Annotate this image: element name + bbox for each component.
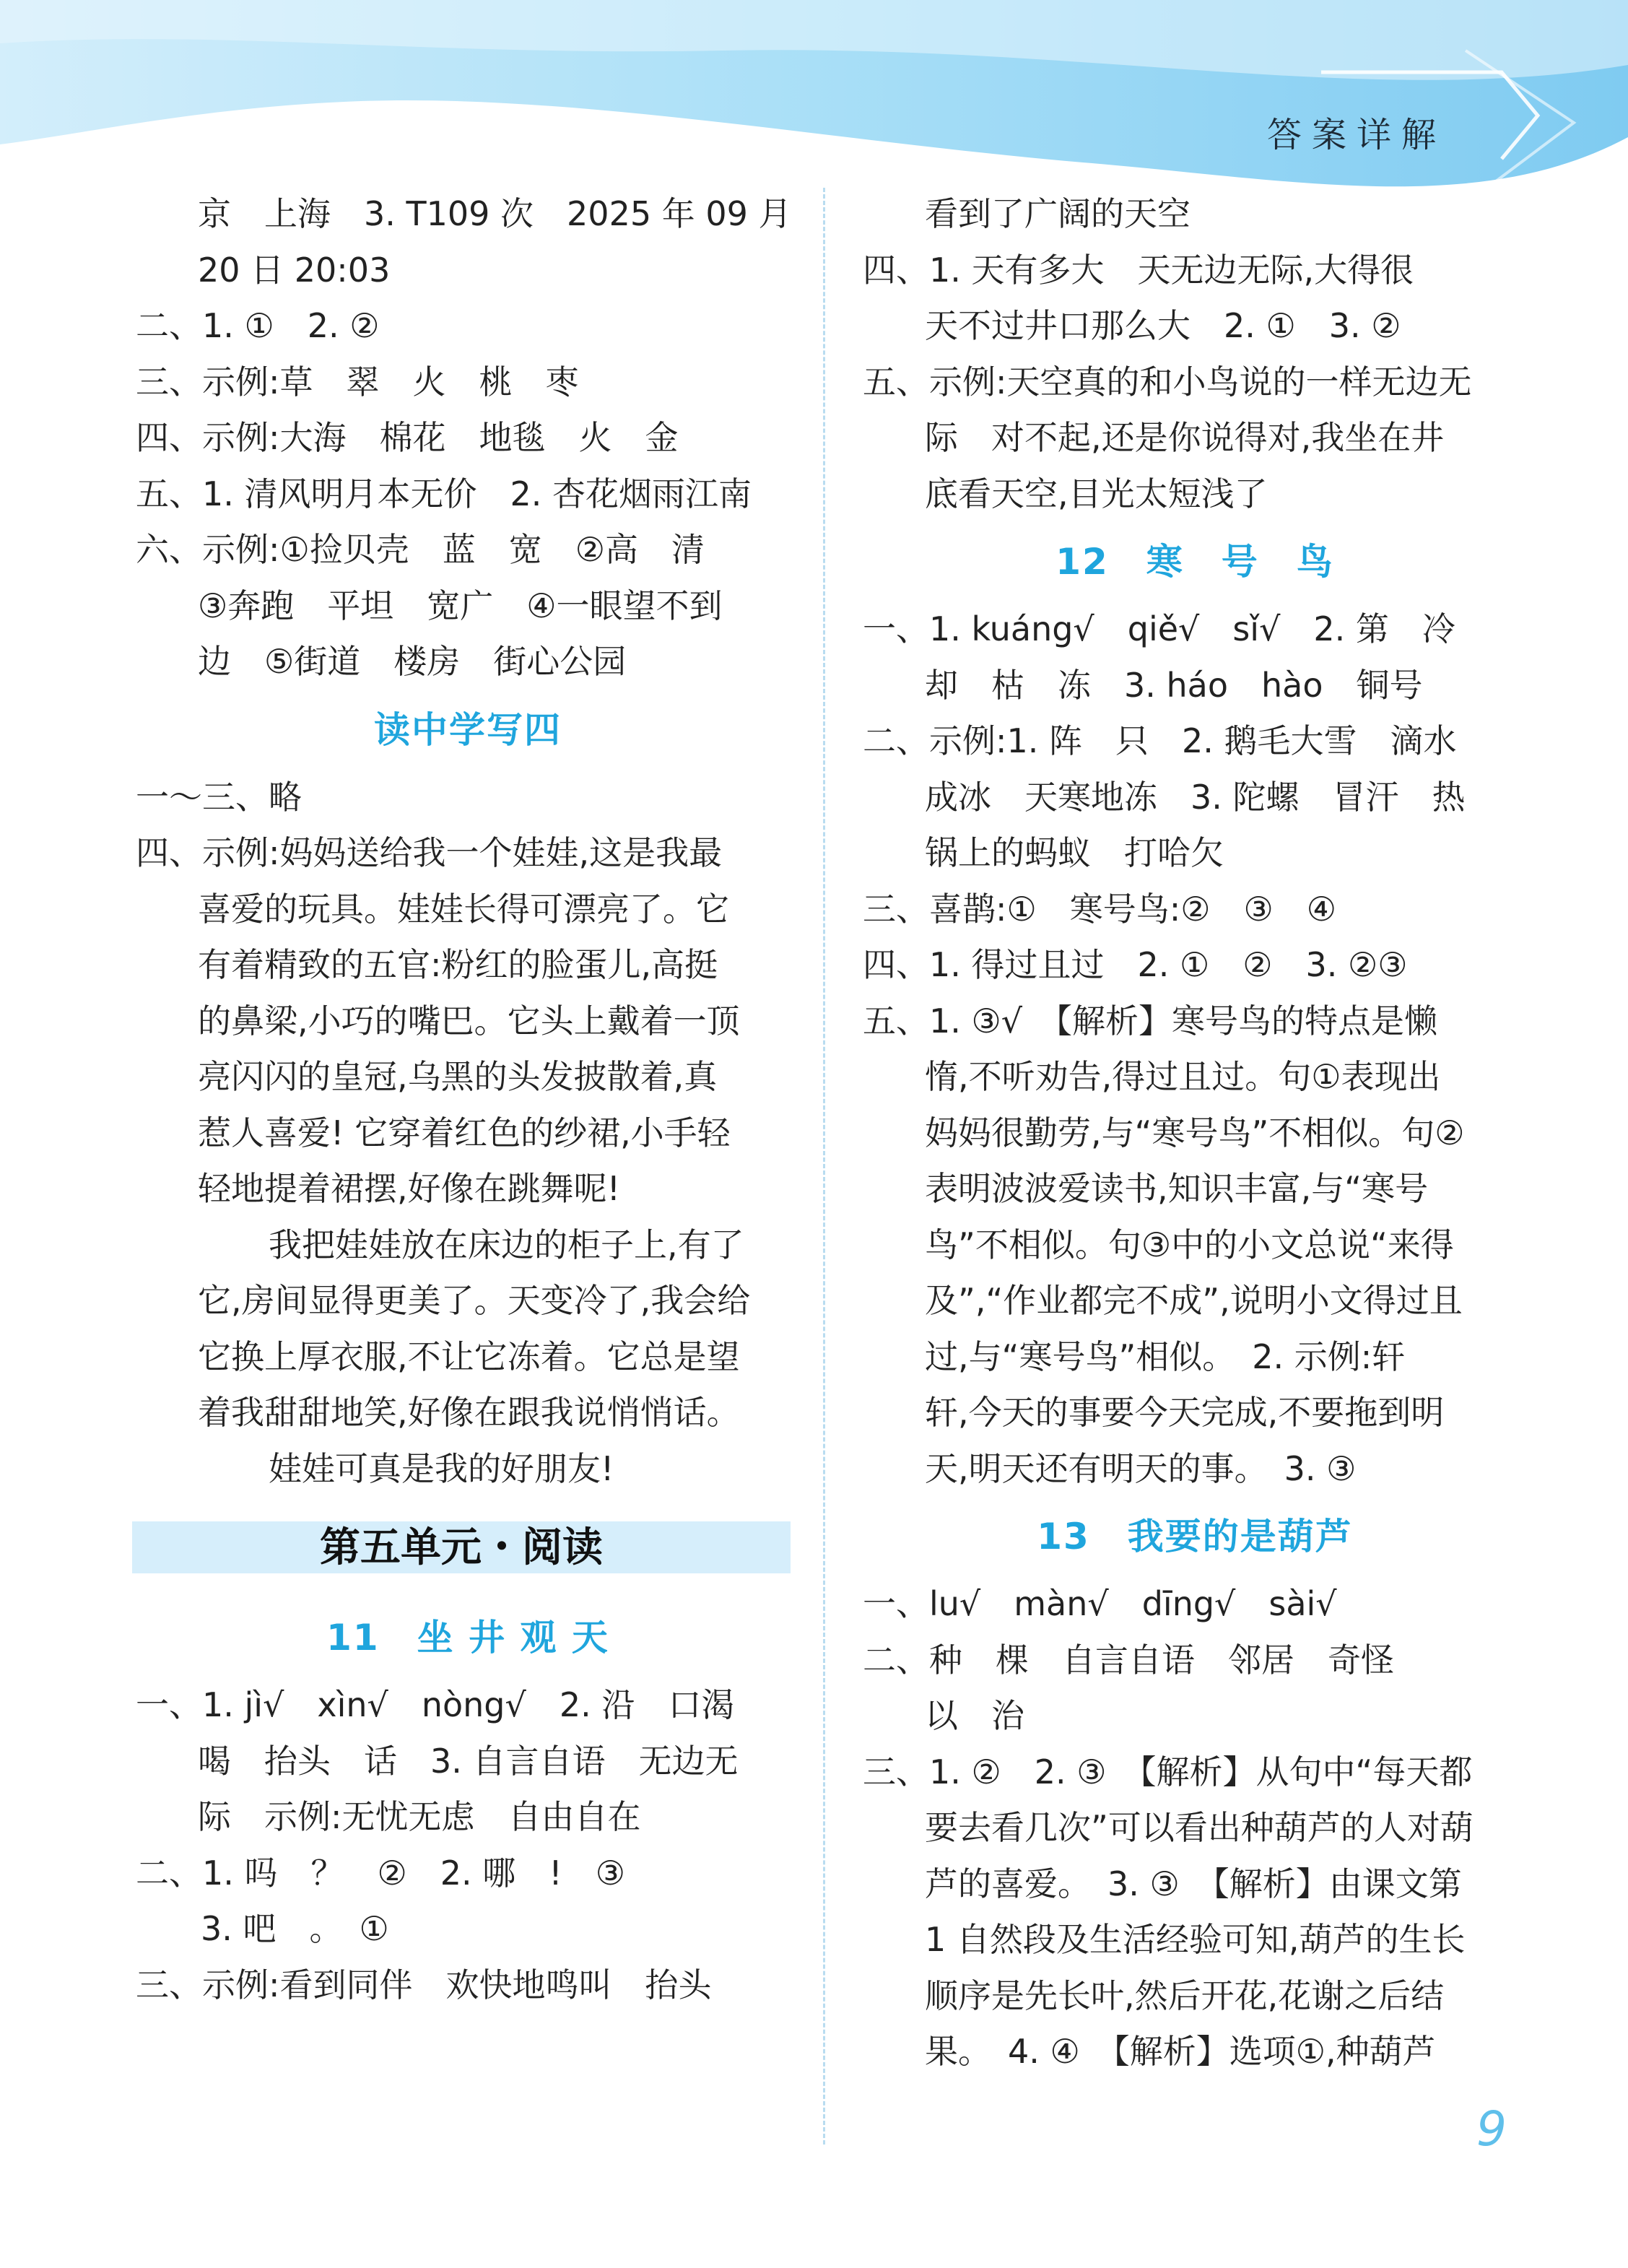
text-line: 一、1. kuáng√ qiě√ sǐ√ 2. 第 冷 bbox=[863, 609, 1455, 648]
text-line: 亮闪闪的皇冠,乌黑的头发披散着,真 bbox=[198, 1057, 718, 1096]
text-line: 过,与“寒号鸟”相似。 2. 示例:轩 bbox=[925, 1337, 1406, 1376]
lesson-heading: 12 寒 号 鸟 bbox=[1055, 541, 1334, 583]
text-line: 底看天空,目光太短浅了 bbox=[925, 474, 1268, 513]
text-line: 二、种 棵 自言自语 邻居 奇怪 bbox=[863, 1640, 1394, 1680]
text-line: 轻地提着裙摆,好像在跳舞呢! bbox=[198, 1169, 621, 1208]
text-line: 3. 吧 。 ① bbox=[201, 1909, 389, 1948]
text-line: 天,明天还有明天的事。 3. ③ bbox=[925, 1448, 1357, 1488]
text-line: 二、1. ① 2. ② bbox=[136, 306, 380, 345]
text-line: 三、1. ② 2. ③ 【解析】从句中“每天都 bbox=[863, 1752, 1473, 1791]
text-line: 二、示例:1. 阵 只 2. 鹅毛大雪 滴水 bbox=[863, 721, 1457, 760]
text-line: 一、1. jì√ xìn√ nòng√ 2. 沿 口渴 bbox=[136, 1685, 735, 1724]
text-line: 四、示例:妈妈送给我一个娃娃,这是我最 bbox=[136, 833, 723, 872]
text-line: 的鼻梁,小巧的嘴巴。它头上戴着一顶 bbox=[198, 1001, 740, 1040]
text-line: 它换上厚衣服,不让它冻着。它总是望 bbox=[198, 1337, 740, 1376]
column-divider bbox=[823, 188, 825, 2145]
lesson-heading: 11 坐 井 观 天 bbox=[326, 1617, 609, 1659]
left-column bbox=[136, 186, 800, 2013]
text-line: 及”,“作业都完不成”,说明小文得过且 bbox=[925, 1281, 1463, 1320]
text-line: 看到了广阔的天空 bbox=[925, 194, 1190, 233]
text-line: 五、1. ③√ 【解析】寒号鸟的特点是懒 bbox=[863, 1001, 1438, 1040]
text-line: 五、示例:天空真的和小鸟说的一样无边无 bbox=[863, 362, 1472, 401]
lesson-heading: 13 我要的是葫芦 bbox=[1037, 1516, 1353, 1557]
text-line: 表明波波爱读书,知识丰富,与“寒号 bbox=[925, 1169, 1429, 1208]
text-line: 成冰 天寒地冻 3. 陀螺 冒汗 热 bbox=[925, 777, 1466, 817]
text-line: 芦的喜爱。 3. ③ 【解析】由课文第 bbox=[925, 1864, 1462, 1903]
text-line: 轩,今天的事要今天完成,不要拖到明 bbox=[925, 1393, 1445, 1432]
text-line: 一、lu√ màn√ dīng√ sài√ bbox=[863, 1584, 1337, 1623]
text-line: 我把娃娃放在床边的柜子上,有了 bbox=[269, 1225, 744, 1264]
header-title: 答案详解 bbox=[1267, 115, 1447, 155]
text-line: 有着精致的五官:粉红的脸蛋儿,高挺 bbox=[198, 945, 718, 984]
text-line: 五、1. 清风明月本无价 2. 杏花烟雨江南 bbox=[136, 474, 752, 513]
text-line: 际 示例:无忧无虑 自由自在 bbox=[198, 1797, 641, 1836]
text-line: 三、示例:草 翠 火 桃 枣 bbox=[136, 362, 579, 401]
text-line: 顺序是先长叶,然后开花,花谢之后结 bbox=[925, 1976, 1445, 2015]
text-line: 惰,不听劝告,得过且过。句①表现出 bbox=[925, 1057, 1441, 1096]
text-line: 惹人喜爱! 它穿着红色的纱裙,小手轻 bbox=[198, 1113, 731, 1152]
text-line: 四、示例:大海 棉花 地毯 火 金 bbox=[136, 418, 679, 457]
header-wave-banner bbox=[0, 0, 1628, 209]
text-line: ③奔跑 平坦 宽广 ④一眼望不到 bbox=[198, 586, 723, 625]
text-line: 京 上海 3. T109 次 2025 年 09 月 bbox=[198, 194, 792, 233]
text-line: 果。 4. ④ 【解析】选项①,种葫芦 bbox=[925, 2032, 1436, 2071]
text-line: 二、1. 吗 ？ ② 2. 哪 ! ③ bbox=[136, 1853, 625, 1893]
text-line: 三、示例:看到同伴 欢快地鸣叫 抬头 bbox=[136, 1965, 712, 2004]
text-line: 以 治 bbox=[925, 1696, 1024, 1735]
text-line: 六、示例:①捡贝壳 蓝 宽 ②高 清 bbox=[136, 530, 705, 569]
text-line: 20 日 20:03 bbox=[198, 250, 391, 290]
text-line: 四、1. 得过且过 2. ① ② 3. ②③ bbox=[863, 945, 1408, 984]
text-line: 鸟”不相似。句③中的小文总说“来得 bbox=[925, 1225, 1454, 1264]
unit-title-band: 第五单元・阅读 bbox=[132, 1521, 791, 1573]
text-line: 一～三、略 bbox=[136, 777, 302, 817]
text-line: 际 对不起,还是你说得对,我坐在井 bbox=[925, 418, 1445, 457]
page-number: 9 bbox=[1476, 2101, 1507, 2157]
text-line: 着我甜甜地笑,好像在跟我说悄悄话。 bbox=[198, 1393, 740, 1432]
text-line: 妈妈很勤劳,与“寒号鸟”不相似。句② bbox=[925, 1113, 1465, 1152]
text-line: 四、1. 天有多大 天无边无际,大得很 bbox=[863, 250, 1414, 290]
text-line: 它,房间显得更美了。天变冷了,我会给 bbox=[198, 1281, 751, 1320]
text-line: 边 ⑤街道 楼房 街心公园 bbox=[198, 642, 627, 681]
right-column bbox=[863, 186, 1527, 2080]
text-line: 娃娃可真是我的好朋友! bbox=[269, 1448, 614, 1488]
text-line: 却 枯 冻 3. háo hào 铜号 bbox=[925, 665, 1423, 705]
text-line: 天不过井口那么大 2. ① 3. ② bbox=[925, 306, 1401, 345]
text-line: 要去看几次”可以看出种葫芦的人对葫 bbox=[925, 1808, 1474, 1847]
text-line: 喝 抬头 话 3. 自言自语 无边无 bbox=[198, 1741, 739, 1781]
text-line: 锅上的蚂蚁 打哈欠 bbox=[925, 833, 1224, 872]
text-line: 1 自然段及生活经验可知,葫芦的生长 bbox=[925, 1920, 1466, 1959]
section-heading: 读中学写四 bbox=[374, 708, 562, 751]
text-line: 喜爱的玩具。娃娃长得可漂亮了。它 bbox=[198, 889, 729, 929]
text-line: 三、喜鹊:① 寒号鸟:② ③ ④ bbox=[863, 889, 1336, 929]
